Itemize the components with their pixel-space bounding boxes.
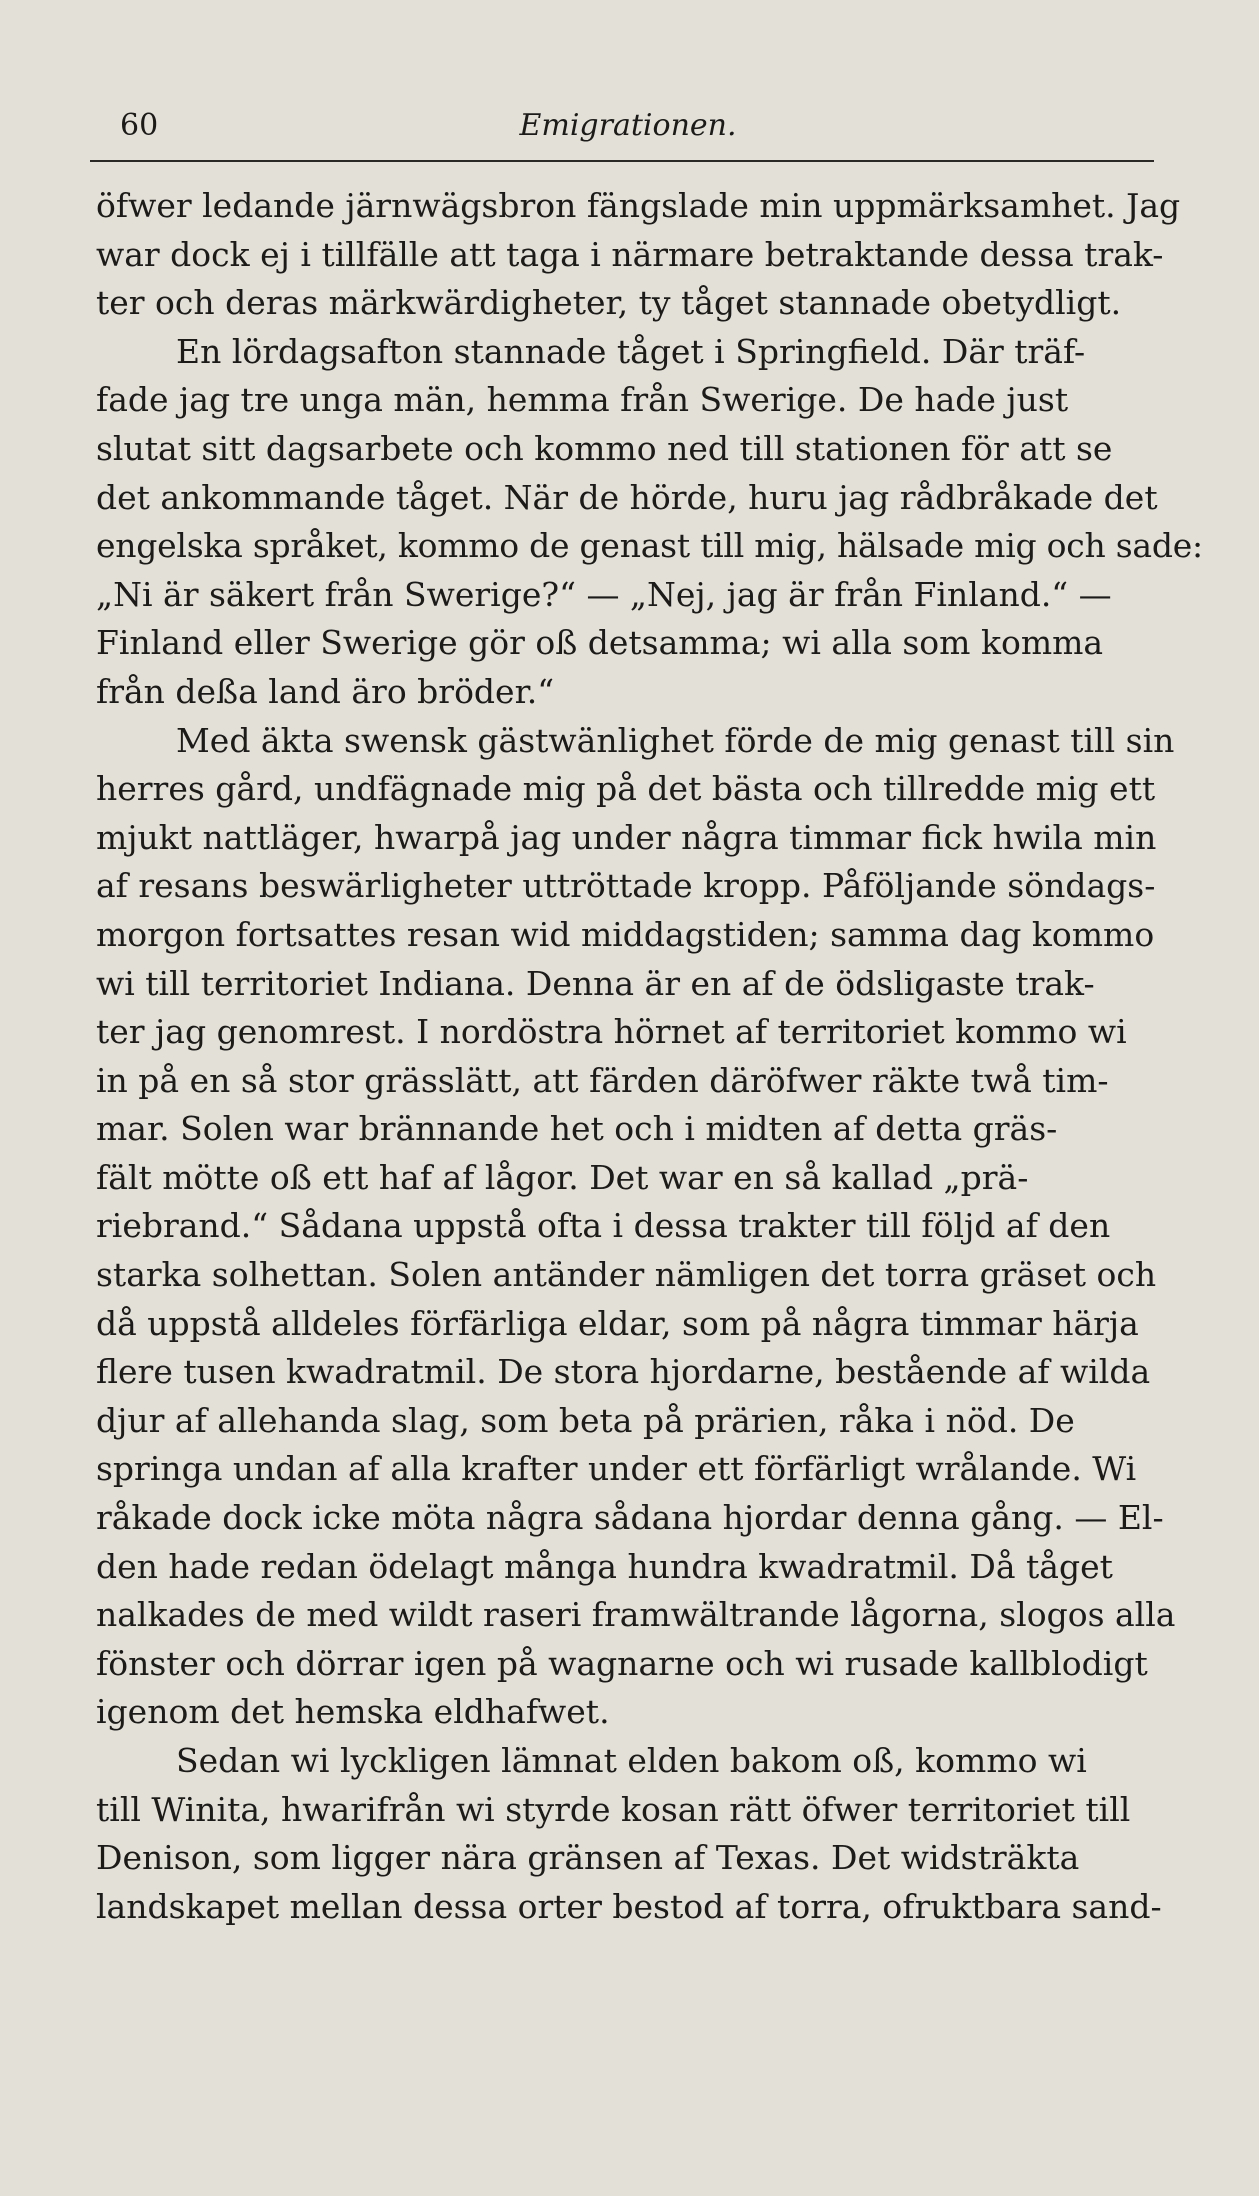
- page-number: 60: [120, 108, 159, 143]
- text-line: Sedan wi lyckligen lämnat elden bakom oß, kommo wi: [176, 1741, 1087, 1780]
- text-line: råkade dock icke möta några sådana hjordar denna gång. — El-: [96, 1498, 1164, 1538]
- text-line: öfwer ledande järnwägsbron fängslade min uppmärksamhet. Jag: [96, 186, 1181, 225]
- text-line: fält mötte oß ett haf af lågor. Det war en så kallad „prä-: [96, 1157, 1029, 1197]
- text-line: då uppstå alldeles förfärliga eldar, som på några timmar härja: [96, 1303, 1139, 1343]
- text-line: slutat sitt dagsarbete och kommo ned till stationen för att se: [96, 428, 1113, 468]
- text-line: riebrand.“ Sådana uppstå ofta i dessa trakter till följd af den: [96, 1206, 1111, 1246]
- text-line: herres gård, undfägnade mig på det bästa och tillredde mig ett: [96, 769, 1156, 809]
- text-line: „Ni är säkert från Swerige?“ — „Nej, jag är från Finland.“ —: [96, 574, 1112, 614]
- text-line: Denison, som ligger nära gränsen af Texas. Det widsträkta: [96, 1838, 1080, 1878]
- header-rule: [90, 160, 1154, 162]
- text-line: från deßa land äro bröder.“: [96, 671, 555, 711]
- body-text: [96, 182, 1206, 1931]
- text-line: den hade redan ödelagt många hundra kwadratmil. Då tåget: [96, 1546, 1113, 1586]
- text-line: djur af allehanda slag, som beta på prärien, råka i nöd. De: [96, 1400, 1075, 1440]
- text-line: nalkades de med wildt raseri framwältrande lågorna, slogos alla: [96, 1595, 1176, 1635]
- text-line: ter jag genomrest. I nordöstra hörnet af territoriet kommo wi: [96, 1012, 1127, 1052]
- text-line: starka solhettan. Solen antänder nämligen det torra gräset och: [96, 1255, 1157, 1295]
- running-title: Emigrationen.: [519, 108, 737, 143]
- text-line: landskapet mellan dessa orter bestod af torra, ofruktbara sand-: [96, 1886, 1162, 1926]
- text-line: mar. Solen war brännande het och i midten af detta gräs-: [96, 1109, 1058, 1149]
- page-header: [116, 108, 1140, 152]
- text-line: det ankommande tåget. När de hörde, huru jag rådbråkade det: [96, 477, 1158, 517]
- text-line: En lördagsafton stannade tåget i Springfield. Där träf-: [176, 331, 1086, 371]
- text-line: fade jag tre unga män, hemma från Swerige. De hade just: [96, 380, 1069, 420]
- text-line: Finland eller Swerige gör oß detsamma; wi alla som komma: [96, 623, 1104, 663]
- text-line: af resans beswärligheter uttröttade kropp. Påföljande söndags-: [96, 866, 1156, 906]
- text-line: engelska språket, kommo de genast till mig, hälsade mig och sade:: [96, 526, 1203, 566]
- text-line: war dock ej i tillfälle att taga i närmare betraktande dessa trak-: [96, 234, 1164, 274]
- text-line: mjukt nattläger, hwarpå jag under några timmar fick hwila min: [96, 817, 1157, 857]
- text-line: wi till territoriet Indiana. Denna är en af de ödsligaste trak-: [96, 963, 1095, 1003]
- text-line: ter och deras märkwärdigheter, ty tåget stannade obetydligt.: [96, 283, 1122, 323]
- text-line: Med äkta swensk gästwänlighet förde de mig genast till sin: [176, 720, 1175, 760]
- text-line: springa undan af alla krafter under ett förfärligt wrålande. Wi: [96, 1449, 1137, 1489]
- text-line: in på en så stor grässlätt, att färden däröfwer räkte twå tim-: [96, 1060, 1109, 1100]
- text-line: fönster och dörrar igen på wagnarne och wi rusade kallblodigt: [96, 1643, 1148, 1683]
- text-line: morgon fortsattes resan wid middagstiden; samma dag kommo: [96, 914, 1155, 954]
- text-line: igenom det hemska eldhafwet.: [96, 1692, 610, 1732]
- text-line: till Winita, hwarifrån wi styrde kosan rätt öfwer territoriet till: [96, 1789, 1131, 1829]
- text-line: flere tusen kwadratmil. De stora hjordarne, bestående af wilda: [96, 1352, 1151, 1392]
